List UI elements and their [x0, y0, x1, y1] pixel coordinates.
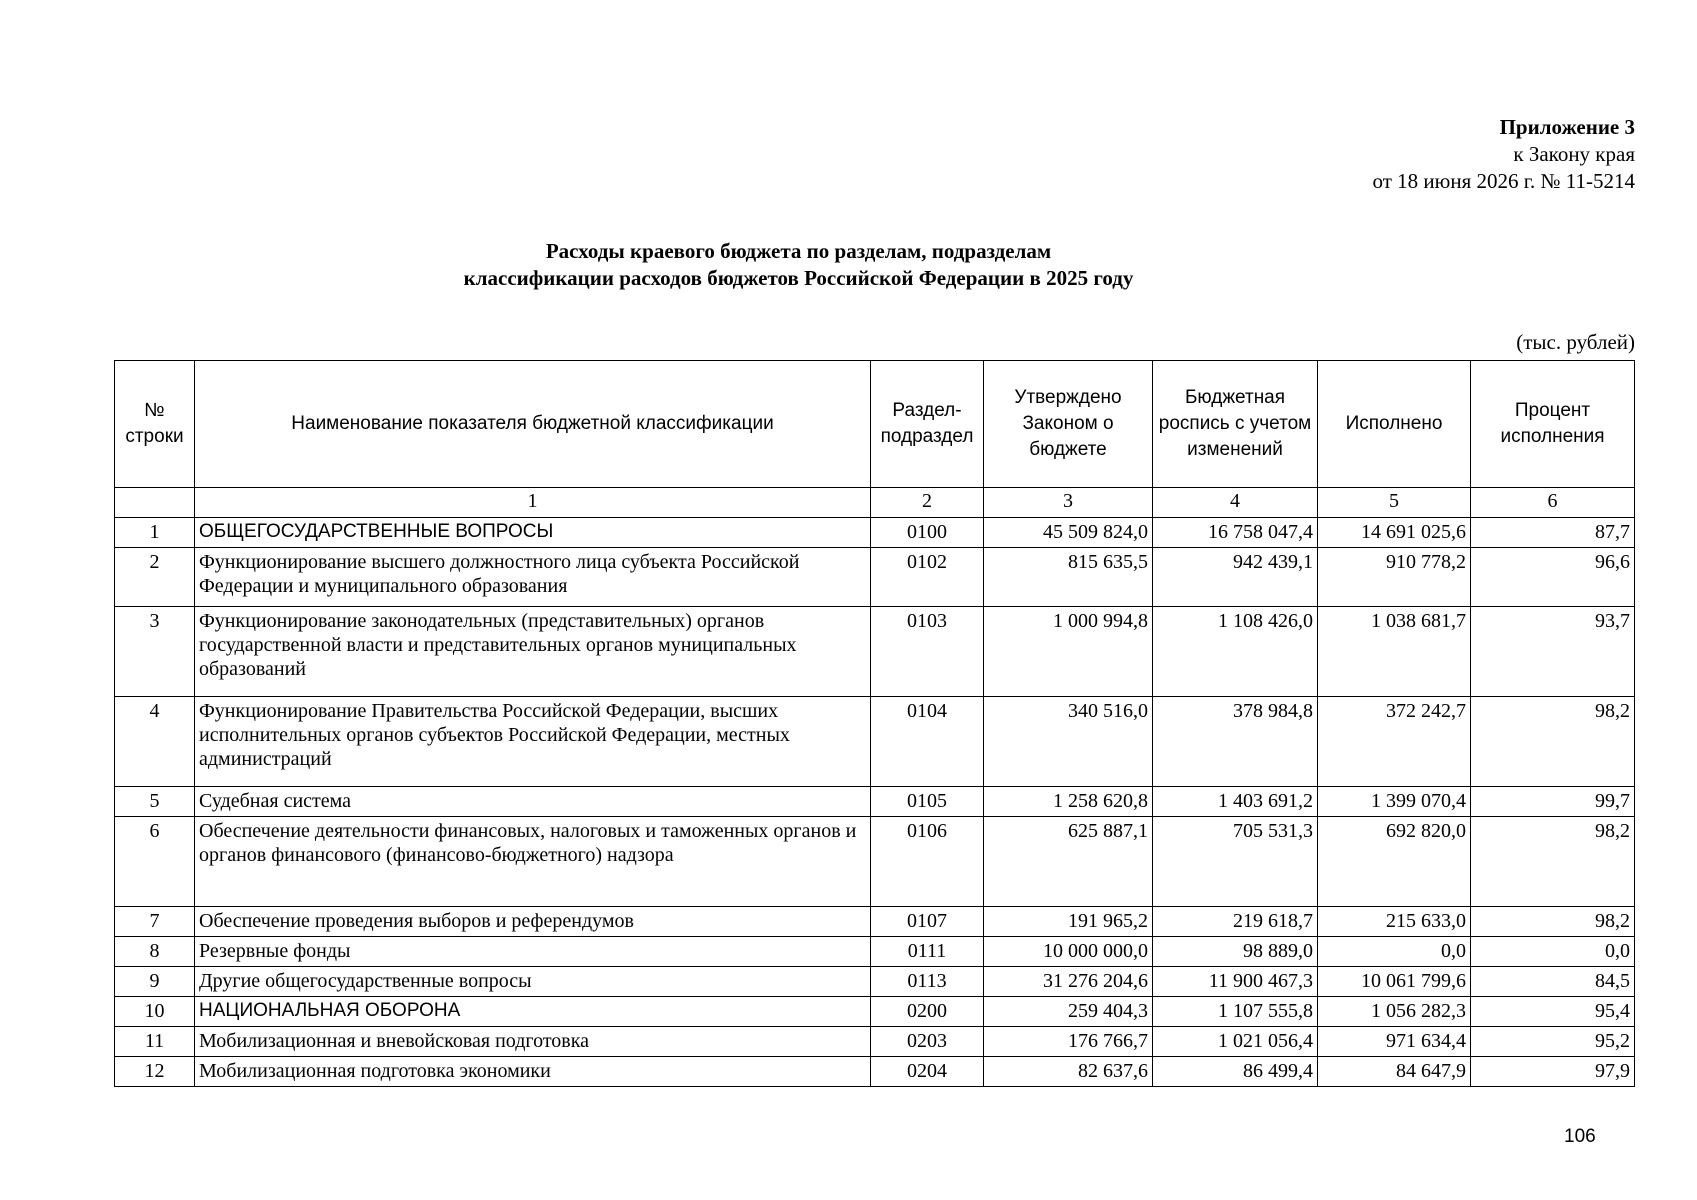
title-line-2: классификации расходов бюджетов Российской Федерации в 2025 году [463, 266, 1134, 290]
table-row [115, 1027, 1635, 1057]
table-row [115, 1057, 1635, 1087]
row-number: 10 [115, 997, 195, 1027]
header-name: Наименование показателя бюджетной классификации [195, 361, 871, 488]
row-percent: 0,0 [1471, 937, 1635, 967]
row-budget: 705 531,3 [1153, 817, 1318, 907]
table-row [115, 697, 1635, 787]
table-row [115, 937, 1635, 967]
header-budget-schedule: Бюджетная роспись с учетом изменений [1153, 361, 1318, 488]
row-number: 8 [115, 937, 195, 967]
page-number: 106 [1564, 1126, 1596, 1147]
table-row [115, 907, 1635, 937]
row-code: 0106 [871, 817, 984, 907]
row-executed: 971 634,4 [1318, 1027, 1471, 1057]
row-percent: 87,7 [1471, 518, 1635, 548]
row-name: Мобилизационная и вневойсковая подготовка [195, 1027, 871, 1057]
row-name: Функционирование законодательных (представительных) органов государственной власти и представительных органов муниципальных образований [195, 607, 871, 697]
table-row [115, 787, 1635, 817]
row-budget: 1 403 691,2 [1153, 787, 1318, 817]
row-name: Обеспечение проведения выборов и референдумов [195, 907, 871, 937]
row-percent: 84,5 [1471, 967, 1635, 997]
appendix-line-1: к Закону края [1513, 142, 1635, 166]
row-executed: 372 242,7 [1318, 697, 1471, 787]
row-percent: 97,9 [1471, 1057, 1635, 1087]
row-budget: 1 021 056,4 [1153, 1027, 1318, 1057]
row-approved: 815 635,5 [984, 548, 1153, 607]
appendix-block [1373, 114, 1635, 195]
row-number: 12 [115, 1057, 195, 1087]
col-number: 6 [1471, 488, 1635, 518]
row-code: 0104 [871, 697, 984, 787]
row-approved: 31 276 204,6 [984, 967, 1153, 997]
row-code: 0103 [871, 607, 984, 697]
row-number: 6 [115, 817, 195, 907]
row-number: 3 [115, 607, 195, 697]
expenses-table [114, 360, 1635, 1087]
row-number: 4 [115, 697, 195, 787]
row-code: 0107 [871, 907, 984, 937]
row-percent: 98,2 [1471, 697, 1635, 787]
row-code: 0113 [871, 967, 984, 997]
row-name: Обеспечение деятельности финансовых, налоговых и таможенных органов и органов финансового (финансово-бюджетного) надзора [195, 817, 871, 907]
row-code: 0200 [871, 997, 984, 1027]
document-title [0, 238, 1697, 292]
header-percent: Процент исполнения [1471, 361, 1635, 488]
row-approved: 625 887,1 [984, 817, 1153, 907]
row-executed: 0,0 [1318, 937, 1471, 967]
table-row [115, 967, 1635, 997]
row-approved: 340 516,0 [984, 697, 1153, 787]
row-percent: 96,6 [1471, 548, 1635, 607]
row-executed: 1 399 070,4 [1318, 787, 1471, 817]
row-budget: 86 499,4 [1153, 1057, 1318, 1087]
appendix-title: Приложение 3 [1499, 115, 1635, 139]
row-executed: 215 633,0 [1318, 907, 1471, 937]
row-percent: 95,2 [1471, 1027, 1635, 1057]
row-number: 11 [115, 1027, 195, 1057]
col-number: 4 [1153, 488, 1318, 518]
row-name: НАЦИОНАЛЬНАЯ ОБОРОНА [195, 997, 871, 1027]
row-executed: 1 056 282,3 [1318, 997, 1471, 1027]
row-number: 5 [115, 787, 195, 817]
header-row [115, 361, 1635, 488]
row-budget: 11 900 467,3 [1153, 967, 1318, 997]
row-approved: 82 637,6 [984, 1057, 1153, 1087]
row-approved: 1 258 620,8 [984, 787, 1153, 817]
row-approved: 191 965,2 [984, 907, 1153, 937]
row-approved: 176 766,7 [984, 1027, 1153, 1057]
row-number: 2 [115, 548, 195, 607]
units-label: (тыс. рублей) [1516, 330, 1635, 354]
row-code: 0204 [871, 1057, 984, 1087]
row-executed: 84 647,9 [1318, 1057, 1471, 1087]
row-executed: 1 038 681,7 [1318, 607, 1471, 697]
row-executed: 910 778,2 [1318, 548, 1471, 607]
row-budget: 16 758 047,4 [1153, 518, 1318, 548]
row-name: Функционирование Правительства Российской Федерации, высших исполнительных органов субъектов Российской Федерации, местных администраций [195, 697, 871, 787]
row-name: Резервные фонды [195, 937, 871, 967]
row-percent: 95,4 [1471, 997, 1635, 1027]
row-budget: 219 618,7 [1153, 907, 1318, 937]
row-number: 9 [115, 967, 195, 997]
appendix-line-2: от 18 июня 2026 г. № 11-5214 [1372, 169, 1635, 193]
row-percent: 93,7 [1471, 607, 1635, 697]
row-approved: 259 404,3 [984, 997, 1153, 1027]
row-code: 0111 [871, 937, 984, 967]
row-percent: 98,2 [1471, 817, 1635, 907]
row-executed: 14 691 025,6 [1318, 518, 1471, 548]
row-approved: 10 000 000,0 [984, 937, 1153, 967]
header-row-number: № строки [115, 361, 195, 488]
header-executed: Исполнено [1318, 361, 1471, 488]
column-number-row [115, 488, 1635, 518]
col-number: 2 [871, 488, 984, 518]
row-budget: 98 889,0 [1153, 937, 1318, 967]
row-budget: 942 439,1 [1153, 548, 1318, 607]
row-percent: 99,7 [1471, 787, 1635, 817]
table-row [115, 997, 1635, 1027]
col-number: 1 [195, 488, 871, 518]
row-executed: 10 061 799,6 [1318, 967, 1471, 997]
table-row [115, 518, 1635, 548]
row-code: 0203 [871, 1027, 984, 1057]
title-line-1: Расходы краевого бюджета по разделам, подразделам [545, 239, 1052, 263]
row-percent: 98,2 [1471, 907, 1635, 937]
row-name: Мобилизационная подготовка экономики [195, 1057, 871, 1087]
row-approved: 1 000 994,8 [984, 607, 1153, 697]
row-name: Другие общегосударственные вопросы [195, 967, 871, 997]
table-row [115, 817, 1635, 907]
row-code: 0100 [871, 518, 984, 548]
header-approved: Утверждено Законом о бюджете [984, 361, 1153, 488]
row-number: 7 [115, 907, 195, 937]
header-section: Раздел-подраздел [871, 361, 984, 488]
row-name: Функционирование высшего должностного лица субъекта Российской Федерации и муниципального образования [195, 548, 871, 607]
row-budget: 1 107 555,8 [1153, 997, 1318, 1027]
row-budget: 378 984,8 [1153, 697, 1318, 787]
col-number: 5 [1318, 488, 1471, 518]
table-row [115, 548, 1635, 607]
row-approved: 45 509 824,0 [984, 518, 1153, 548]
col-number: 3 [984, 488, 1153, 518]
row-name: ОБЩЕГОСУДАРСТВЕННЫЕ ВОПРОСЫ [195, 518, 871, 548]
row-executed: 692 820,0 [1318, 817, 1471, 907]
col-number [115, 488, 195, 518]
table-row [115, 607, 1635, 697]
row-budget: 1 108 426,0 [1153, 607, 1318, 697]
row-name: Судебная система [195, 787, 871, 817]
row-number: 1 [115, 518, 195, 548]
row-code: 0102 [871, 548, 984, 607]
row-code: 0105 [871, 787, 984, 817]
